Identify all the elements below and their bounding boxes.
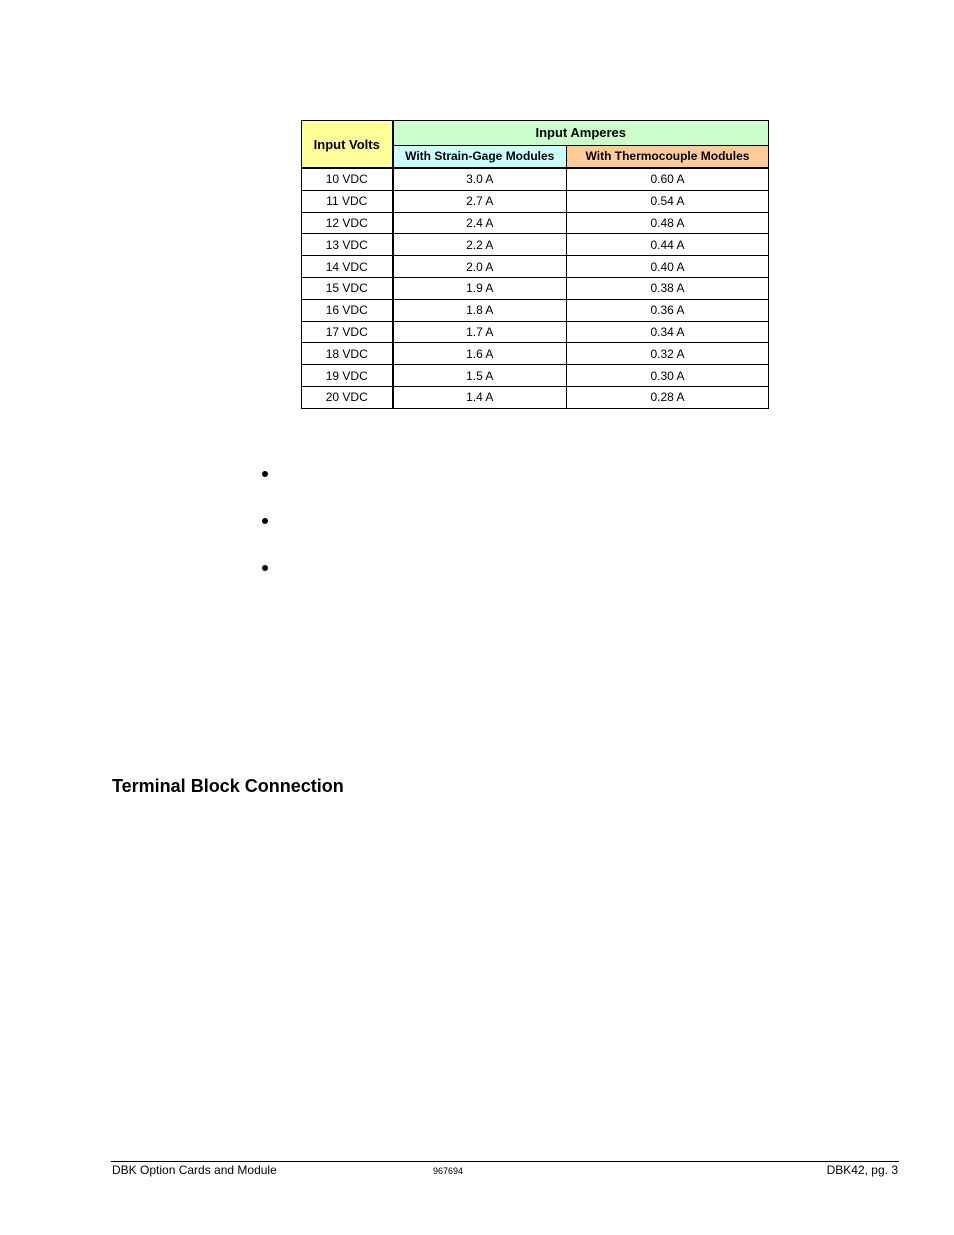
table-body [302, 168, 769, 408]
input-amperes-table [301, 120, 769, 409]
cell-strain: 1.5 A [393, 365, 567, 387]
cell-thermo: 0.48 A [567, 212, 769, 234]
cell-thermo: 0.28 A [567, 386, 769, 408]
table-row [302, 343, 769, 365]
cell-thermo: 0.54 A [567, 190, 769, 212]
table-row [302, 212, 769, 234]
header-input-amperes: Input Amperes [393, 121, 769, 146]
cell-strain: 1.7 A [393, 321, 567, 343]
cell-thermo: 0.44 A [567, 234, 769, 256]
cell-volts: 13 VDC [302, 234, 393, 256]
cell-strain: 1.8 A [393, 299, 567, 321]
cell-thermo: 0.40 A [567, 256, 769, 278]
bullet-item [258, 462, 268, 509]
bullet-list [258, 462, 268, 603]
cell-strain: 1.4 A [393, 386, 567, 408]
cell-volts: 18 VDC [302, 343, 393, 365]
footer-part-number: 967694 [433, 1166, 464, 1176]
table-row [302, 190, 769, 212]
table-row [302, 321, 769, 343]
table-row [302, 299, 769, 321]
bullet-dot-icon [262, 518, 268, 524]
table-row [302, 168, 769, 190]
cell-strain: 2.0 A [393, 256, 567, 278]
header-strain-gage: With Strain-Gage Modules [393, 145, 567, 168]
cell-volts: 14 VDC [302, 256, 393, 278]
cell-volts: 19 VDC [302, 365, 393, 387]
cell-strain: 1.6 A [393, 343, 567, 365]
cell-thermo: 0.38 A [567, 277, 769, 299]
cell-volts: 12 VDC [302, 212, 393, 234]
footer-divider [111, 1161, 899, 1162]
table-row [302, 277, 769, 299]
cell-volts: 10 VDC [302, 168, 393, 190]
cell-thermo: 0.32 A [567, 343, 769, 365]
cell-strain: 1.9 A [393, 277, 567, 299]
cell-strain: 3.0 A [393, 168, 567, 190]
cell-volts: 17 VDC [302, 321, 393, 343]
cell-volts: 20 VDC [302, 386, 393, 408]
header-thermocouple: With Thermocouple Modules [567, 145, 769, 168]
footer-page-number: DBK42, pg. 3 [826, 1163, 898, 1177]
table-row [302, 386, 769, 408]
table-row [302, 365, 769, 387]
cell-volts: 16 VDC [302, 299, 393, 321]
bullet-item [258, 556, 268, 603]
cell-volts: 15 VDC [302, 277, 393, 299]
cell-strain: 2.2 A [393, 234, 567, 256]
cell-thermo: 0.30 A [567, 365, 769, 387]
cell-thermo: 0.60 A [567, 168, 769, 190]
table-row [302, 234, 769, 256]
bullet-dot-icon [262, 565, 268, 571]
header-input-volts: Input Volts [302, 121, 393, 169]
bullet-dot-icon [262, 471, 268, 477]
section-heading: Terminal Block Connection [112, 776, 344, 796]
cell-strain: 2.4 A [393, 212, 567, 234]
cell-strain: 2.7 A [393, 190, 567, 212]
table-row [302, 256, 769, 278]
cell-thermo: 0.34 A [567, 321, 769, 343]
footer-doc-title: DBK Option Cards and Module [112, 1163, 277, 1177]
cell-thermo: 0.36 A [567, 299, 769, 321]
cell-volts: 11 VDC [302, 190, 393, 212]
bullet-item [258, 509, 268, 556]
